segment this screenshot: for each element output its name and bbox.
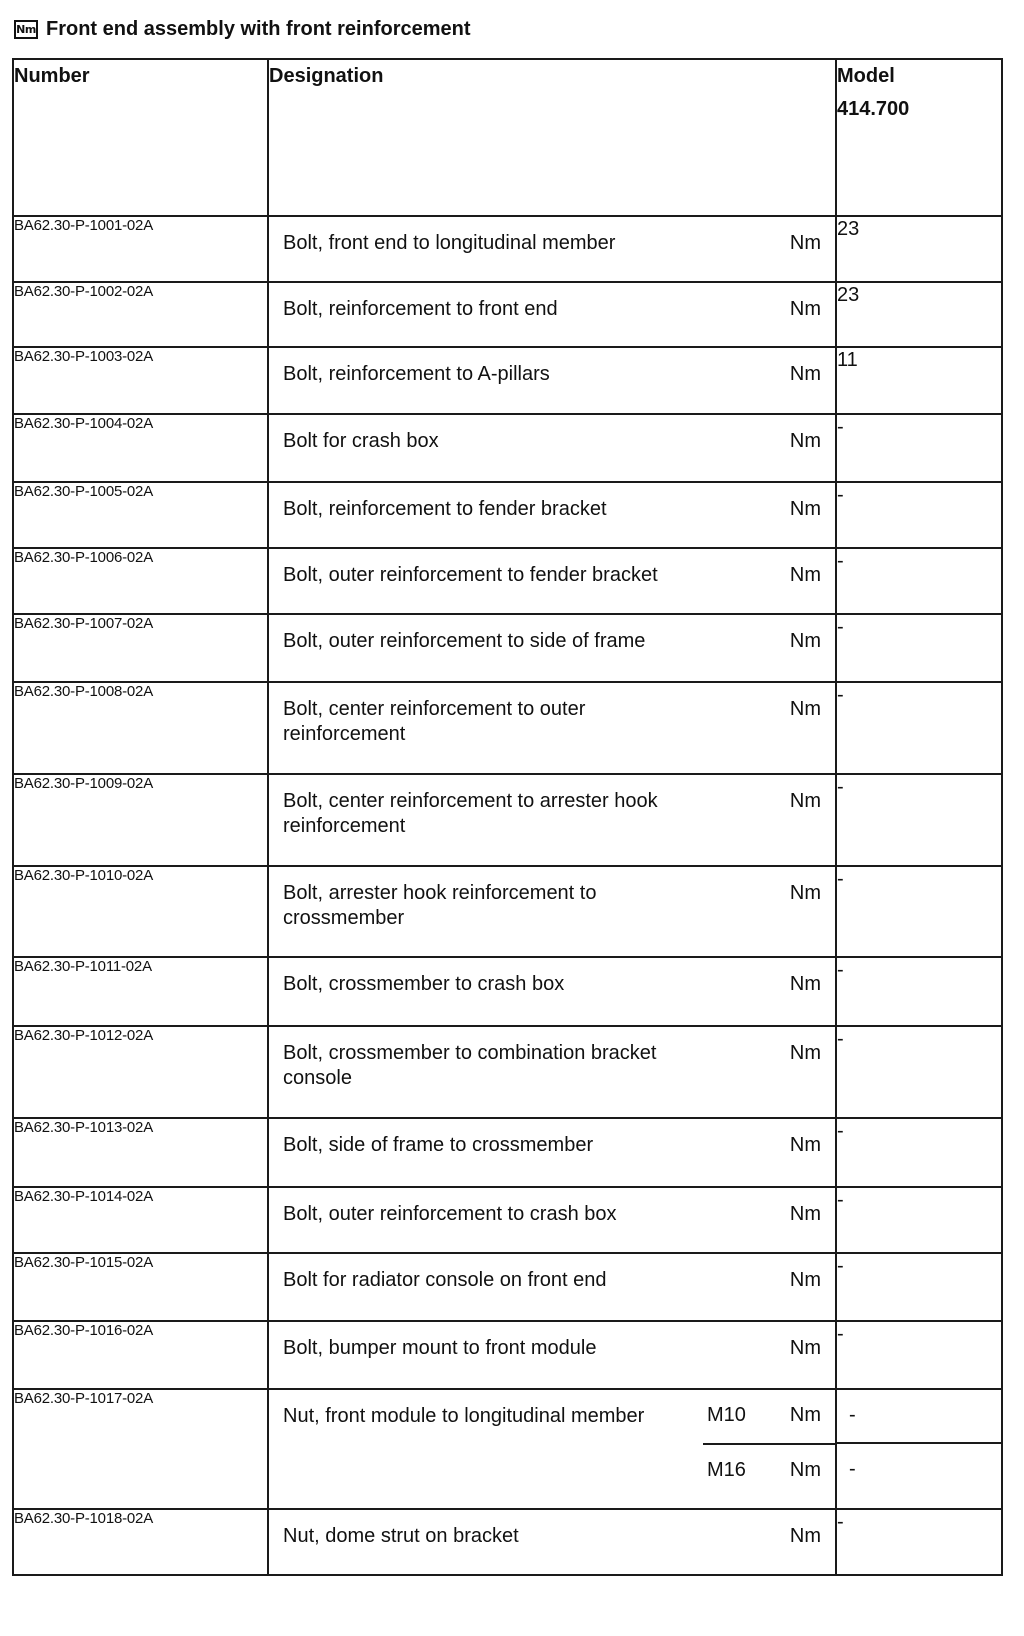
part-number: BA62.30-P-1008-02A: [13, 682, 268, 774]
table-row: [13, 282, 1002, 347]
table-row: [13, 216, 1002, 282]
torque-value: -: [836, 414, 1002, 482]
unit: Nm: [789, 973, 821, 995]
thread-size-m16: [703, 1443, 835, 1497]
table-header-row: [13, 59, 1002, 216]
designation: Bolt, front end to longitudinal member: [283, 232, 616, 254]
table-row: [13, 1509, 1002, 1575]
torque-value: -: [836, 482, 1002, 548]
torque-value: 23: [836, 216, 1002, 282]
torque-value: -: [836, 1026, 1002, 1118]
part-number: BA62.30-P-1018-02A: [13, 1509, 268, 1575]
part-number: BA62.30-P-1003-02A: [13, 347, 268, 414]
torque-value: -: [836, 957, 1002, 1026]
part-number: BA62.30-P-1007-02A: [13, 614, 268, 682]
page-title: Front end assembly with front reinforcement: [46, 17, 471, 40]
torque-value: -: [836, 614, 1002, 682]
header-designation: Designation: [268, 59, 836, 216]
unit: Nm: [789, 1203, 821, 1225]
designation: Bolt, center reinforcement to arrester hook reinforcement: [283, 790, 658, 837]
part-number: BA62.30-P-1010-02A: [13, 866, 268, 957]
thread-size: M16: [707, 1459, 746, 1481]
table-row: [13, 414, 1002, 482]
designation: Bolt, reinforcement to A-pillars: [283, 363, 550, 385]
header-model: [836, 59, 1002, 216]
designation: Bolt, outer reinforcement to fender bracket: [283, 564, 658, 586]
part-number: BA62.30-P-1014-02A: [13, 1187, 268, 1253]
designation: Bolt, bumper mount to front module: [283, 1337, 597, 1359]
designation: Bolt for crash box: [283, 430, 439, 452]
torque-value: -: [836, 866, 1002, 957]
torque-value: -: [836, 1321, 1002, 1389]
designation: Bolt, reinforcement to front end: [283, 298, 558, 320]
unit: Nm: [789, 1337, 821, 1359]
unit: Nm: [789, 298, 821, 320]
designation: Bolt, outer reinforcement to crash box: [283, 1203, 617, 1225]
unit: Nm: [789, 1525, 821, 1547]
unit: Nm: [789, 1042, 821, 1064]
part-number: BA62.30-P-1017-02A: [13, 1389, 268, 1509]
header-number: Number: [13, 59, 268, 216]
torque-value: -: [836, 1187, 1002, 1253]
torque-value: -: [836, 1118, 1002, 1187]
designation: Bolt, crossmember to crash box: [283, 973, 565, 995]
part-number: BA62.30-P-1005-02A: [13, 482, 268, 548]
table-row: [13, 774, 1002, 866]
unit: Nm: [789, 564, 821, 586]
torque-value: -: [836, 682, 1002, 774]
page-header: [14, 14, 471, 44]
unit: Nm: [789, 363, 821, 385]
part-number: BA62.30-P-1002-02A: [13, 282, 268, 347]
thread-size-m10: [703, 1390, 835, 1442]
torque-value: 23: [836, 282, 1002, 347]
unit: Nm: [789, 630, 821, 652]
unit: Nm: [789, 790, 821, 812]
part-number: BA62.30-P-1001-02A: [13, 216, 268, 282]
part-number: BA62.30-P-1013-02A: [13, 1118, 268, 1187]
table-row: [13, 957, 1002, 1026]
table-row: [13, 548, 1002, 614]
unit: Nm: [789, 1134, 821, 1156]
designation: Bolt, center reinforcement to outer reinforcement: [283, 698, 586, 745]
unit: Nm: [789, 232, 821, 254]
unit: Nm: [789, 498, 821, 520]
table-row: [13, 614, 1002, 682]
torque-spec-table: [12, 58, 1003, 1576]
torque-value-m16: -: [837, 1442, 1001, 1496]
table-row: [13, 1187, 1002, 1253]
table-row: [13, 1253, 1002, 1321]
unit: Nm: [789, 1404, 821, 1426]
designation: Bolt for radiator console on front end: [283, 1269, 607, 1291]
header-model-code: 414.700: [837, 98, 910, 120]
table-row: [13, 482, 1002, 548]
unit: Nm: [789, 882, 821, 904]
part-number: BA62.30-P-1015-02A: [13, 1253, 268, 1321]
unit: Nm: [789, 698, 821, 720]
table-row: [13, 1321, 1002, 1389]
designation: Bolt, arrester hook reinforcement to crossmember: [283, 882, 597, 929]
torque-value: 11: [836, 347, 1002, 414]
table-row: [13, 347, 1002, 414]
torque-value: -: [836, 774, 1002, 866]
part-number: BA62.30-P-1012-02A: [13, 1026, 268, 1118]
designation: Bolt, reinforcement to fender bracket: [283, 498, 607, 520]
part-number: BA62.30-P-1004-02A: [13, 414, 268, 482]
designation: Bolt, side of frame to crossmember: [283, 1134, 594, 1156]
part-number: BA62.30-P-1011-02A: [13, 957, 268, 1026]
part-number: BA62.30-P-1016-02A: [13, 1321, 268, 1389]
unit: Nm: [789, 1459, 821, 1481]
part-number: BA62.30-P-1006-02A: [13, 548, 268, 614]
torque-value: -: [836, 548, 1002, 614]
table-row: [13, 1026, 1002, 1118]
designation: Bolt, crossmember to combination bracket console: [283, 1042, 657, 1089]
table-row-split: [13, 1389, 1002, 1509]
unit: Nm: [789, 1269, 821, 1291]
designation: Bolt, outer reinforcement to side of frame: [283, 630, 646, 652]
torque-value-m10: -: [849, 1404, 856, 1426]
designation: Nut, dome strut on bracket: [283, 1525, 519, 1547]
table-row: [13, 1118, 1002, 1187]
header-model-label: Model: [837, 65, 895, 87]
torque-nm-icon: Nm: [14, 20, 38, 39]
table-row: [13, 866, 1002, 957]
designation: Nut, front module to longitudinal member: [283, 1405, 645, 1427]
thread-size: M10: [707, 1404, 746, 1426]
torque-value: -: [836, 1509, 1002, 1575]
table-row: [13, 682, 1002, 774]
part-number: BA62.30-P-1009-02A: [13, 774, 268, 866]
torque-value: -: [836, 1253, 1002, 1321]
unit: Nm: [789, 430, 821, 452]
